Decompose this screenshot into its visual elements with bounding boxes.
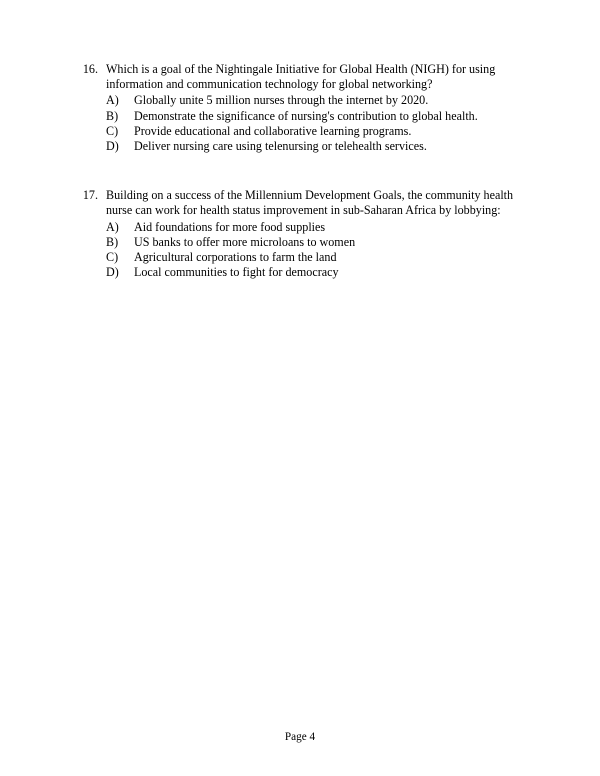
option-text: Aid foundations for more food supplies bbox=[134, 219, 326, 234]
option-label: D) bbox=[106, 139, 119, 154]
option-item[interactable] bbox=[106, 124, 528, 139]
question-number: 17. bbox=[82, 188, 98, 203]
option-item[interactable] bbox=[106, 250, 528, 265]
option-item[interactable] bbox=[106, 93, 528, 108]
question-number: 16. bbox=[82, 62, 98, 76]
question-item bbox=[72, 188, 528, 280]
option-label: B) bbox=[106, 234, 119, 249]
question-text: Which is a goal of the Nightingale Initiative for Global Health (NIGH) for using information and communication technology for global networking? bbox=[106, 62, 496, 92]
option-text: US banks to offer more microloans to women bbox=[134, 234, 356, 249]
option-item[interactable] bbox=[106, 109, 528, 124]
option-text: Deliver nursing care using telenursing or telehealth services. bbox=[134, 139, 427, 154]
option-label: C) bbox=[106, 250, 119, 265]
option-text: Local communities to fight for democracy bbox=[134, 265, 339, 280]
option-text: Demonstrate the significance of nursing's contribution to global health. bbox=[134, 108, 478, 123]
option-item[interactable] bbox=[106, 235, 528, 250]
question-text: Building on a success of the Millennium Development Goals, the community health nurse can work for health status improvement in sub-Saharan Africa by lobbying: bbox=[106, 188, 514, 218]
page-footer: Page 4 bbox=[284, 731, 316, 743]
option-label: A) bbox=[106, 219, 119, 234]
option-label: C) bbox=[106, 123, 119, 138]
option-label: A) bbox=[106, 93, 119, 108]
question-row bbox=[72, 188, 528, 218]
option-label: B) bbox=[106, 108, 119, 123]
option-label: D) bbox=[106, 265, 119, 280]
option-text: Provide educational and collaborative learning programs. bbox=[134, 123, 412, 138]
option-item[interactable] bbox=[106, 265, 528, 280]
question-row bbox=[72, 62, 528, 92]
question-item bbox=[72, 62, 528, 154]
option-list bbox=[72, 93, 528, 154]
option-list bbox=[72, 220, 528, 281]
option-item[interactable] bbox=[106, 139, 528, 154]
option-item[interactable] bbox=[106, 220, 528, 235]
option-text: Globally unite 5 million nurses through the internet by 2020. bbox=[134, 93, 429, 108]
option-text: Agricultural corporations to farm the land bbox=[134, 250, 337, 265]
